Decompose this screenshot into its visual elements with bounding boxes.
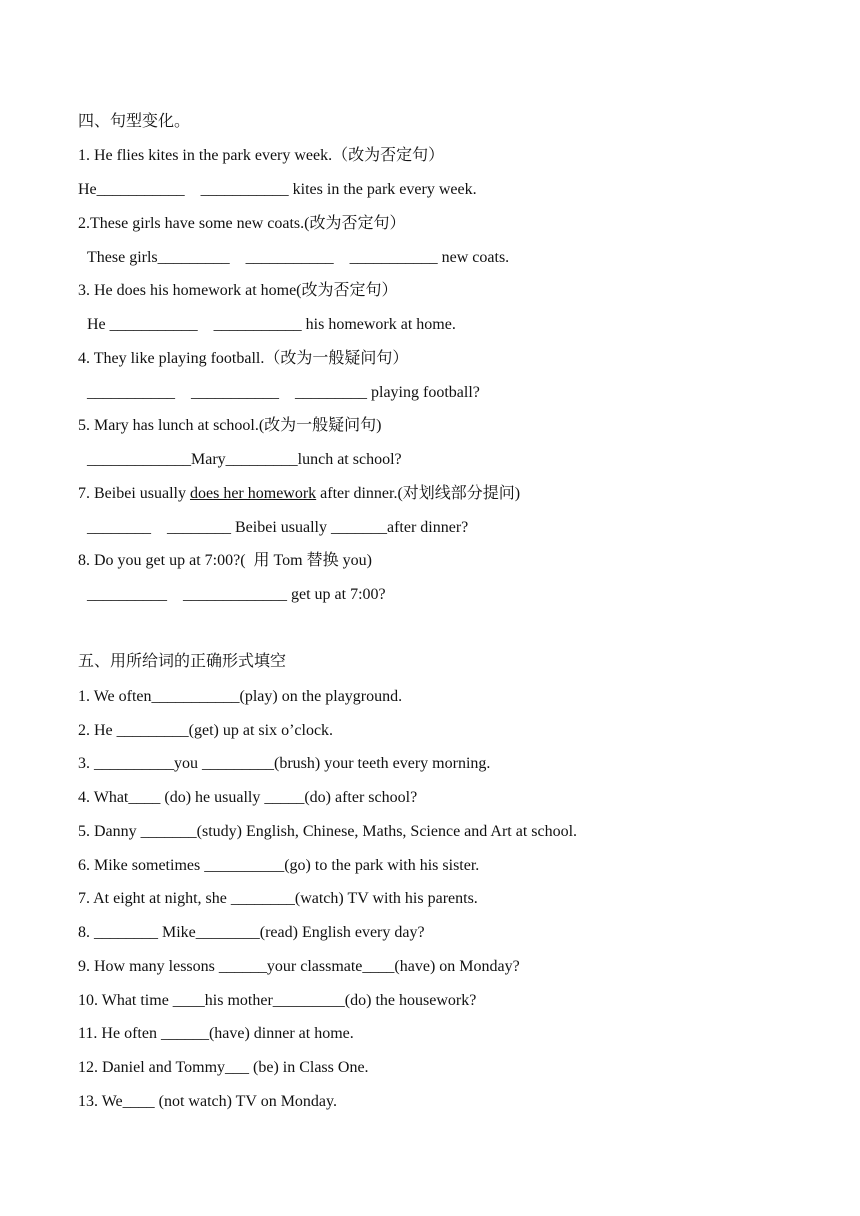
section-4-answer-8: __________ _____________ get up at 7:00? bbox=[87, 586, 386, 603]
section-4-question-2: 2.These girls have some new coats.(改为否定句） bbox=[78, 215, 406, 232]
section-4-question-5: 5. Mary has lunch at school.(改为一般疑问句) bbox=[78, 417, 382, 434]
section-5-item: 5. Danny _______(study) English, Chinese, Maths, Science and Art at school. bbox=[78, 823, 578, 840]
section-5-item: 6. Mike sometimes __________(go) to the park with his sister. bbox=[78, 857, 480, 874]
section-4-answer-7: ________ ________ Beibei usually _______after dinner? bbox=[87, 519, 469, 536]
section-5-item: 10. What time ____his mother_________(do) the housework? bbox=[78, 992, 477, 1009]
question-7-prefix: 7. Beibei usually bbox=[78, 485, 190, 502]
section-4-answer-5: _____________Mary_________lunch at school? bbox=[87, 451, 402, 468]
section-4-answer-1: He___________ ___________ kites in the park every week. bbox=[78, 181, 477, 198]
section-5-item: 11. He often ______(have) dinner at home. bbox=[78, 1025, 354, 1042]
section-5-item: 3. __________you _________(brush) your teeth every morning. bbox=[78, 755, 491, 772]
question-7-suffix: after dinner.(对划线部分提问) bbox=[316, 485, 521, 502]
section-4-question-3: 3. He does his homework at home(改为否定句） bbox=[78, 282, 398, 299]
section-5-title: 五、用所给词的正确形式填空 bbox=[78, 653, 287, 670]
section-5-item: 9. How many lessons ______your classmate____(have) on Monday? bbox=[78, 958, 520, 975]
section-4-question-4: 4. They like playing football.（改为一般疑问句） bbox=[78, 350, 409, 367]
section-5-item: 7. At eight at night, she ________(watch) TV with his parents. bbox=[78, 890, 478, 907]
section-5-item: 4. What____ (do) he usually _____(do) after school? bbox=[78, 789, 418, 806]
section-4-question-1: 1. He flies kites in the park every week.（改为否定句） bbox=[78, 147, 445, 164]
section-4-answer-3: He ___________ ___________ his homework at home. bbox=[87, 316, 456, 333]
section-5-item: 2. He _________(get) up at six o’clock. bbox=[78, 722, 334, 739]
section-4-title: 四、句型变化。 bbox=[78, 113, 191, 130]
section-4-answer-4: ___________ ___________ _________ playing football? bbox=[87, 384, 480, 401]
underlined-phrase: does her homework bbox=[189, 485, 317, 502]
section-4-answer-2: These girls_________ ___________ ___________ new coats. bbox=[87, 249, 510, 266]
section-4-question-8: 8. Do you get up at 7:00?( 用 Tom 替换 you) bbox=[78, 552, 372, 569]
section-5-item: 8. ________ Mike________(read) English every day? bbox=[78, 924, 425, 941]
section-5-item: 12. Daniel and Tommy___ (be) in Class One. bbox=[78, 1059, 369, 1076]
section-5-item: 13. We____ (not watch) TV on Monday. bbox=[78, 1093, 337, 1110]
section-5-item: 1. We often___________(play) on the playground. bbox=[78, 688, 403, 705]
section-4-question-7 bbox=[0, 484, 860, 504]
